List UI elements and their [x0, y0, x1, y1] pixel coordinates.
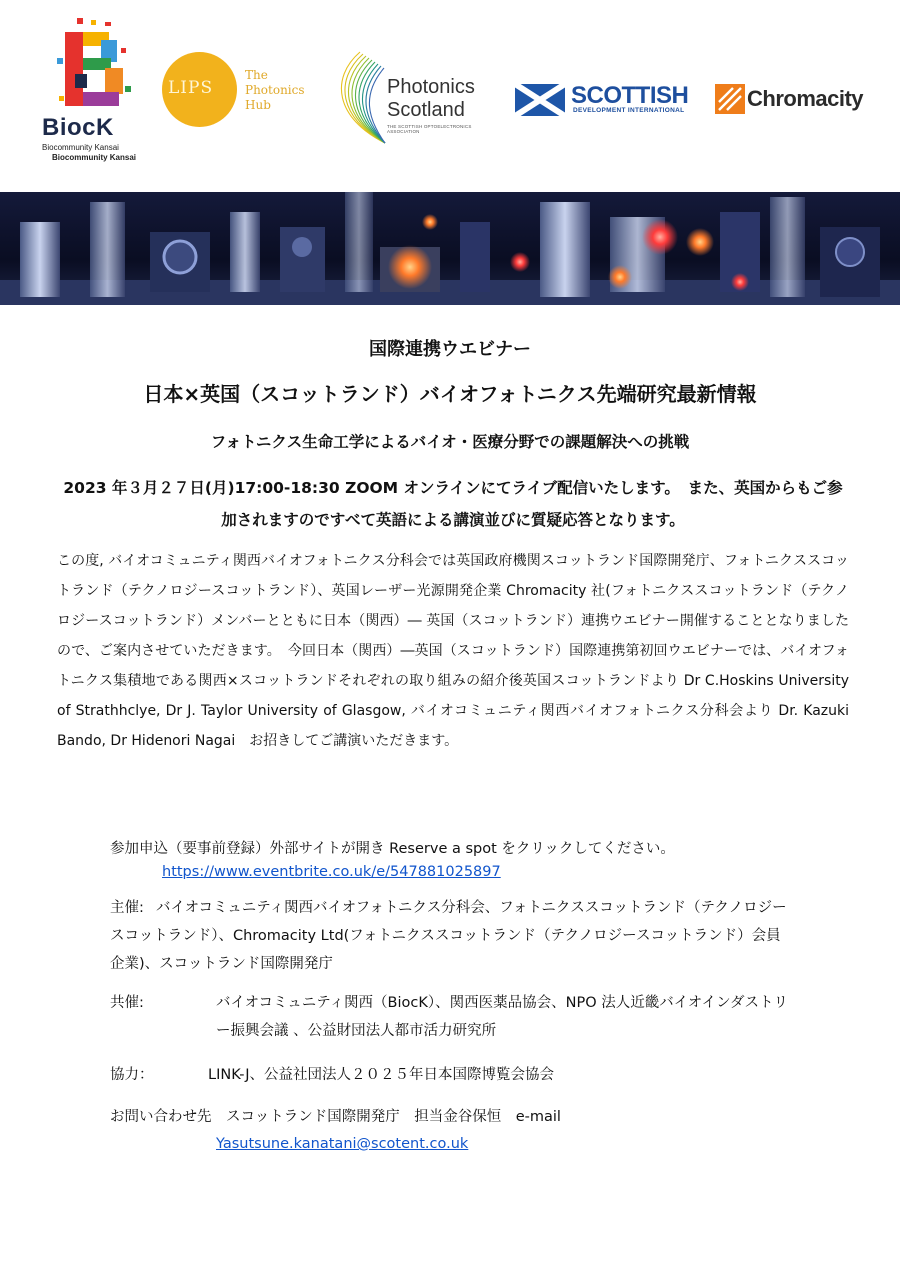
ps-subtitle: THE SCOTTISH OPTOELECTRONICS ASSOCIATION: [387, 124, 472, 134]
sdi-subtitle: DEVELOPMENT INTERNATIONAL: [573, 107, 685, 114]
chromacity-wordmark: Chromacity: [747, 86, 864, 111]
support-value: LINK-J、公益社団法人２０２５年日本国際博覧会協会: [208, 1067, 555, 1083]
lips-logo: [162, 52, 312, 132]
intro-paragraph: この度, バイオコミュニティ関西バイオフォトニクス分科会では英国政府機関スコットランド国際開発庁、フォトニクススコットランド（テクノロジースコットランド）、英国レーザー光源開発企業 Chromacity 社(フォトニクススコットランド（テクノロジースコットランド）メンバーとともに日本（関西）― 英国（スコットランド）連携ウエビナー開催することとなりましたので、ご案内させていただきます。 今回日本（関西）―英国（スコットランド）国際連携第初回ウエビナーでは、バイオフォトニクス集積地である関西×スコットランドそれぞれの取り組みの紹介後英国スコットランドより Dr C.Hoskins University of Strathhclye, Dr J. Taylor University of Glasgow, バイオコミュニティ関西バイオフォトニクス分科会より Dr. Kazuki Bando, Dr Hidenori Nagai お招きしてご講演いただきます。: [57, 553, 849, 749]
contact-email[interactable]: [216, 1130, 468, 1158]
biock-subtitle-bold: Biocommunity Kansai: [52, 153, 137, 162]
cosponsor-value: バイオコミュニティ関西（BiocK）、関西医薬品協会、NPO 法人近畿バイオインダストリー振興会議 、公益財団法人都市活力研究所: [216, 995, 788, 1039]
cosponsor-label: 共催:: [110, 995, 144, 1011]
event-announcement: 2023 年３月２７日(月)17:00-18:30 ZOOM オンラインにてライブ配信いたします。 また、英国からもご参加されますのですべて英語による講演並びに質疑応答となります。: [63, 479, 843, 529]
sdi-wordmark: SCOTTISH: [571, 82, 689, 109]
page-title: 国際連携ウエビナー: [369, 339, 531, 360]
lips-hub-text: The Photonics Hub: [245, 68, 305, 112]
ps-wordmark-line2: Scotland: [387, 99, 465, 121]
eventbrite-link[interactable]: https://www.eventbrite.co.uk/e/547881025897: [162, 864, 501, 880]
contact-text: お問い合わせ先 スコットランド国際開発庁 担当金谷保恒 e-mail: [110, 1109, 561, 1125]
biock-b-mark: [55, 18, 135, 113]
lips-wordmark: LIPS: [168, 78, 214, 98]
light-fan-icon: [330, 48, 388, 148]
page-tagline: フォトニクス生命工学によるバイオ・医療分野での課題解決への挑戦: [210, 433, 690, 451]
biock-logo: [40, 18, 170, 168]
registration-text: 参加申込（要事前登録）外部サイトが開き Reserve a spot をクリックしてください。: [110, 841, 675, 857]
biock-wordmark: BiocK: [42, 114, 114, 141]
photonics-scotland-logo: [330, 48, 500, 148]
sdi-logo: [515, 84, 700, 120]
chromacity-mark-icon: [715, 84, 745, 114]
email-link[interactable]: Yasutsune.kanatani@scotent.co.uk: [216, 1136, 469, 1152]
optics-photo: [0, 192, 900, 305]
chromacity-logo: [715, 82, 895, 122]
biock-subtitle: Biocommunity Kansai: [42, 143, 119, 152]
lab-optics-banner: [0, 192, 900, 305]
page-subtitle: 日本×英国（スコットランド）バイオフォトニクス先端研究最新情報: [143, 382, 757, 406]
organizer-label: 主催:: [110, 900, 144, 916]
support-label: 協力：: [110, 1067, 154, 1083]
organizer-value: バイオコミュニティ関西バイオフォトニクス分科会、フォトニクススコットランド（テクノロジースコットランド）、Chromacity Ltd(フォトニクススコットランド（テクノロジースコットランド）会員企業)、スコットランド国際開発庁: [110, 900, 787, 972]
ps-wordmark-line1: Photonics: [387, 76, 475, 98]
saltire-flag-icon: [515, 84, 565, 116]
registration-link[interactable]: [162, 858, 501, 886]
